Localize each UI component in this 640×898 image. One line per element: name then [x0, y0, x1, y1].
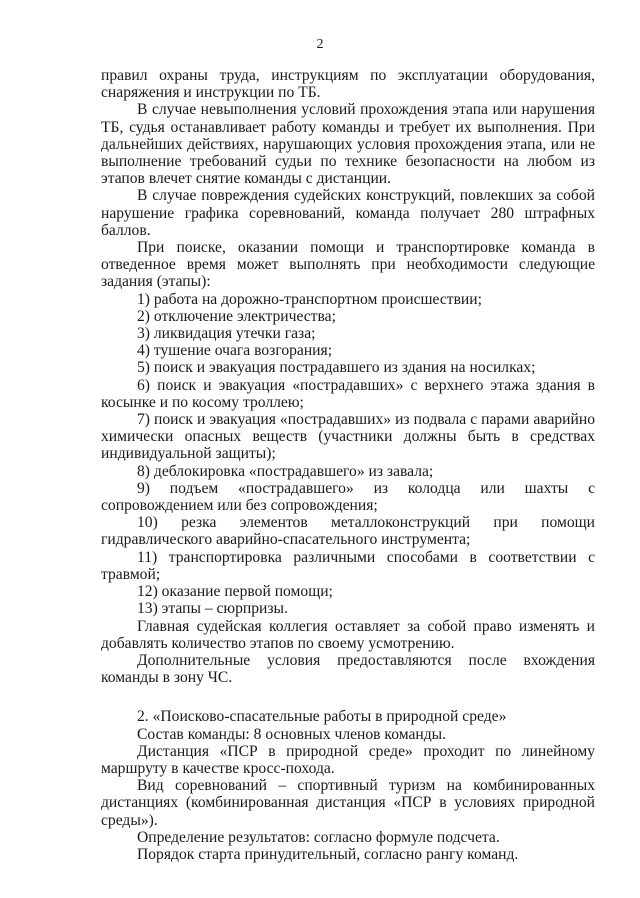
paragraph-violation: В случае невыполнения условий прохождения этапа или нарушения ТБ, судья останавливает работу команды и требует их выполнения. При дальнейших действиях, нарушающих условия прохождения этапа, или не выполнение требований судьи по технике безопасности на любом из этапов влечет снятие команды с дистанции. — [101, 101, 595, 188]
section-2-results: Определение результатов: согласно формуле подсчета. — [137, 828, 500, 846]
list-item: 2) отключение электричества; — [137, 307, 336, 325]
list-item: 10) резка элементов металлоконструкций при помощи гидравлического аварийно-спасательного инструмента; — [101, 514, 595, 549]
paragraph-damage-penalty: В случае повреждения судейских конструкций, повлекших за собой нарушение графика соревнований, команда получает 280 штрафных баллов. — [101, 187, 595, 239]
list-item: 9) подъем «пострадавшего» из колодца или шахты с сопровождением или без сопровождения; — [101, 479, 595, 515]
section-2-team: Состав команды: 8 основных членов команды. — [137, 725, 447, 743]
list-item: 3) ликвидация утечки газа; — [137, 325, 316, 343]
section-2-type: Вид соревнований – спортивный туризм на комбинированных дистанциях (комбинированная дистанция «ПСР в условиях природной среды»). — [101, 777, 595, 829]
page-number: 2 — [316, 37, 324, 52]
list-item: 7) поиск и эвакуация «пострадавших» из подвала с парами аварийно химически опасных веществ (участники должны быть в средствах индивидуальной защиты); — [101, 411, 595, 463]
tasks-list — [101, 291, 595, 618]
list-item: 1) работа на дорожно-транспортном происшествии; — [137, 290, 482, 308]
list-item: 11) транспортировка различными способами в соответствии с травмой; — [101, 548, 595, 583]
paragraph-tasks-intro: При поиске, оказании помощи и транспортировке команда в отведенное время может выполнять при необходимости следующие задания (этапы): — [101, 239, 595, 291]
paragraph-safety-rules: правил охраны труда, инструкциям по эксплуатации оборудования, снаряжения и инструкции по ТБ. — [101, 67, 595, 102]
section-2-title: 2. «Поисково-спасательные работы в природной среде» — [137, 708, 507, 726]
section-2-distance: Дистанция «ПСР в природной среде» проходит по линейному маршруту в качестве кросс-похода. — [101, 742, 595, 777]
list-item: 12) оказание первой помощи; — [137, 583, 333, 601]
list-item: 6) поиск и эвакуация «пострадавших» с верхнего этажа здания в косынке и по косому троллею; — [101, 376, 595, 411]
list-item: 13) этапы – сюрпризы. — [137, 600, 288, 618]
list-item: 5) поиск и эвакуация пострадавшего из здания на носилках; — [137, 359, 536, 377]
list-item: 8) деблокировка «пострадавшего» из завала; — [137, 462, 434, 480]
list-item: 4) тушение очага возгорания; — [137, 342, 333, 360]
section-2-start-order: Порядок старта принудительный, согласно рангу команд. — [137, 845, 519, 863]
paragraph-judges-right: Главная судейская коллегия оставляет за собой право изменять и добавлять количество этапов по своему усмотрению. — [101, 617, 595, 652]
document-body — [101, 67, 595, 863]
paragraph-additional-conditions: Дополнительные условия предоставляются после вхождения команды в зону ЧС. — [101, 651, 595, 687]
